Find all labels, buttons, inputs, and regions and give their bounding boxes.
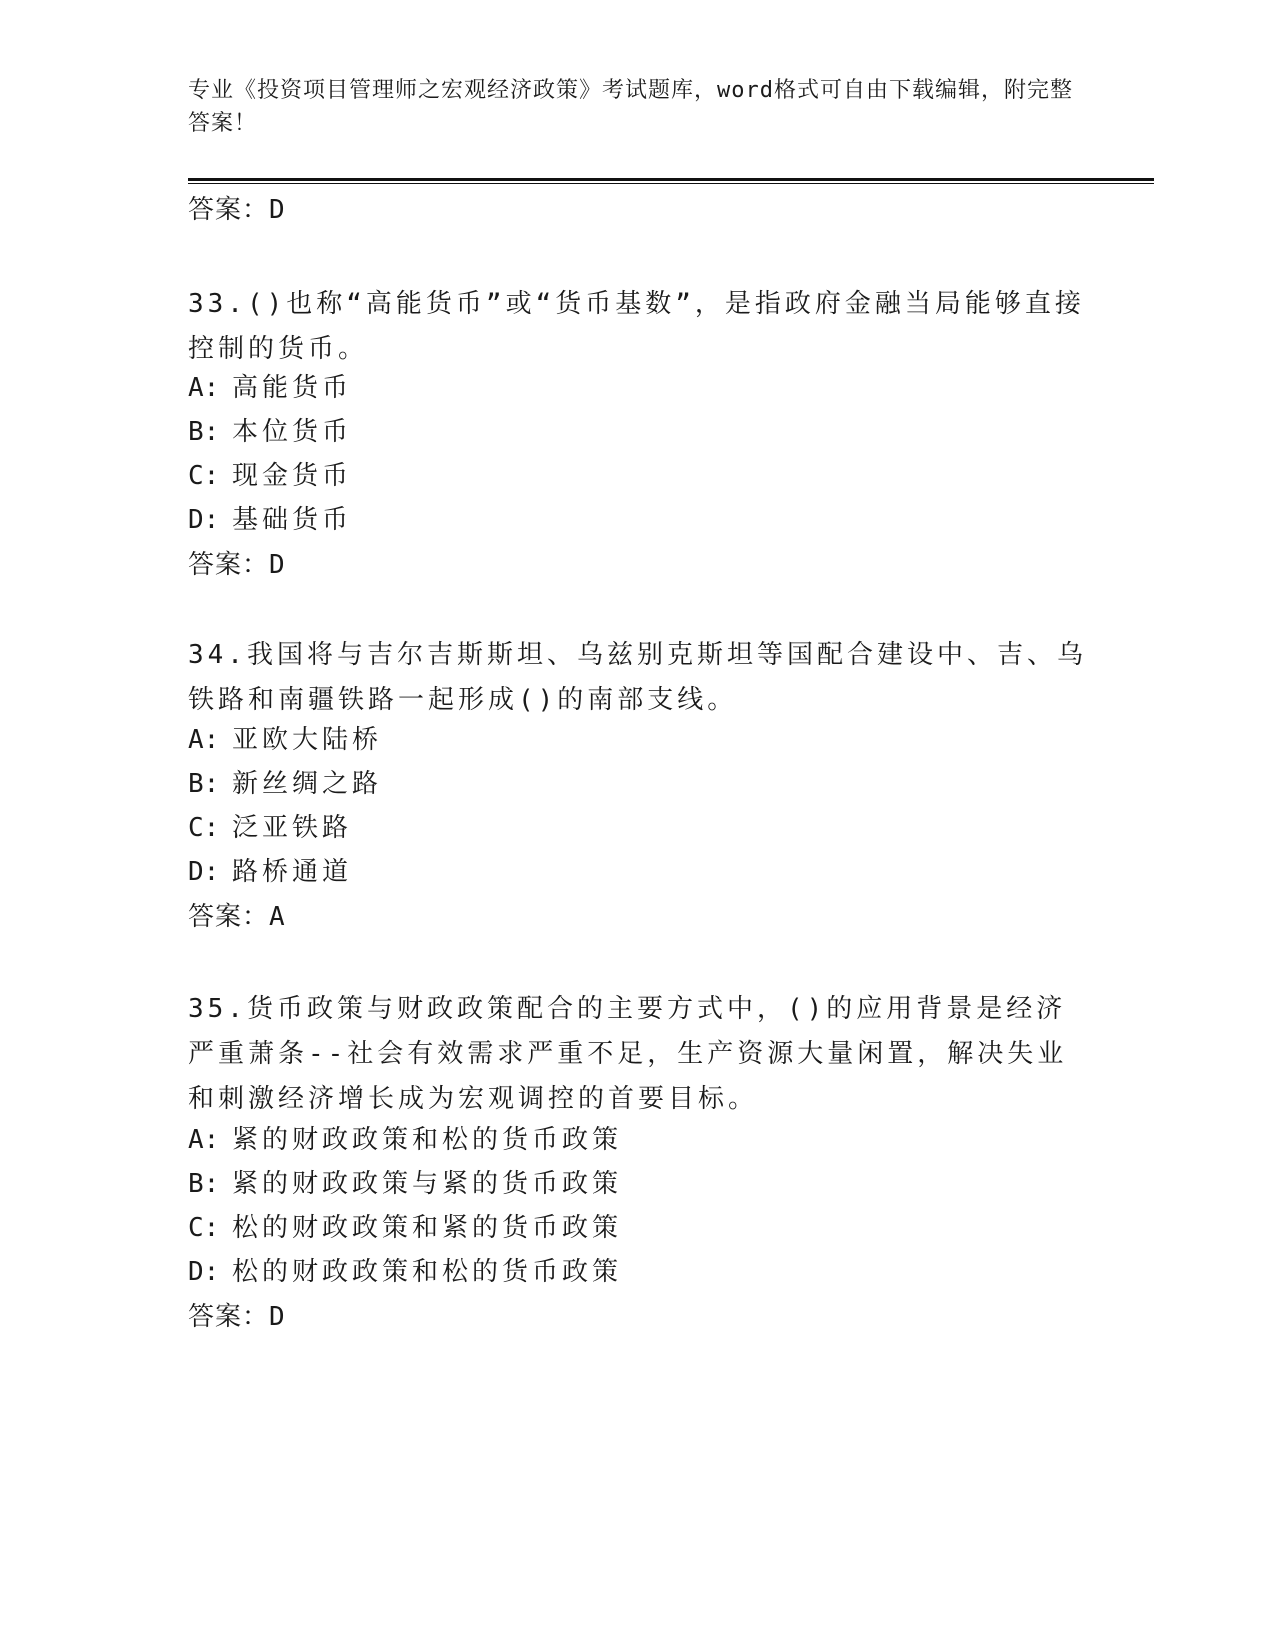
option-text: 泛亚铁路 bbox=[232, 813, 353, 843]
option-letter: B: bbox=[188, 769, 220, 799]
option-letter: C: bbox=[188, 813, 220, 843]
answer-value: D bbox=[269, 550, 286, 580]
answer-value: D bbox=[269, 195, 286, 225]
option-text: 松的财政政策和松的货币政策 bbox=[232, 1257, 623, 1287]
option-a bbox=[188, 723, 382, 757]
option-text: 紧的财政政策与紧的货币政策 bbox=[232, 1169, 623, 1199]
option-a bbox=[188, 1123, 622, 1157]
option-text: 路桥通道 bbox=[232, 857, 353, 887]
option-letter: B: bbox=[188, 417, 220, 447]
answer-label: 答案： bbox=[188, 902, 270, 932]
option-letter: D: bbox=[188, 857, 220, 887]
option-letter: C: bbox=[188, 461, 220, 491]
answer-label: 答案： bbox=[188, 195, 270, 225]
option-c bbox=[188, 811, 352, 845]
answer-line bbox=[188, 193, 286, 227]
header-divider-thin bbox=[188, 183, 1154, 184]
option-b bbox=[188, 767, 382, 801]
document-header: 专业《投资项目管理师之宏观经济政策》考试题库，word格式可自由下载编辑，附完整答案！ bbox=[188, 78, 1073, 136]
option-text: 亚欧大陆桥 bbox=[232, 725, 383, 755]
question-text: 34.我国将与吉尔吉斯斯坦、乌兹别克斯坦等国配合建设中、吉、乌铁路和南疆铁路一起形成()的南部支线。 bbox=[188, 640, 1087, 715]
option-text: 松的财政政策和紧的货币政策 bbox=[232, 1213, 623, 1243]
option-text: 紧的财政政策和松的货币政策 bbox=[232, 1125, 623, 1155]
option-c bbox=[188, 1211, 622, 1245]
option-letter: A: bbox=[188, 373, 220, 403]
option-text: 现金货币 bbox=[232, 461, 353, 491]
answer-line bbox=[188, 900, 286, 934]
option-d bbox=[188, 855, 352, 889]
option-text: 新丝绸之路 bbox=[232, 769, 383, 799]
option-text: 高能货币 bbox=[232, 373, 353, 403]
answer-value: A bbox=[269, 902, 286, 932]
answer-label: 答案： bbox=[188, 550, 270, 580]
option-letter: D: bbox=[188, 1257, 220, 1287]
question-text: 35.货币政策与财政政策配合的主要方式中，()的应用背景是经济严重萧条--社会有效需求严重不足，生产资源大量闲置，解决失业和刺激经济增长成为宏观调控的首要目标。 bbox=[188, 994, 1068, 1114]
option-letter: A: bbox=[188, 1125, 220, 1155]
option-a bbox=[188, 371, 352, 405]
answer-value: D bbox=[269, 1302, 286, 1332]
option-letter: C: bbox=[188, 1213, 220, 1243]
option-d bbox=[188, 1255, 622, 1289]
answer-line bbox=[188, 1300, 286, 1334]
header-divider bbox=[188, 178, 1154, 181]
option-c bbox=[188, 459, 352, 493]
option-text: 本位货币 bbox=[232, 417, 353, 447]
option-letter: A: bbox=[188, 725, 220, 755]
option-b bbox=[188, 1167, 622, 1201]
option-letter: B: bbox=[188, 1169, 220, 1199]
answer-line bbox=[188, 548, 286, 582]
option-b bbox=[188, 415, 352, 449]
question-text: 33.()也称“高能货币”或“货币基数”，是指政府金融当局能够直接控制的货币。 bbox=[188, 289, 1085, 364]
option-d bbox=[188, 503, 352, 537]
option-letter: D: bbox=[188, 505, 220, 535]
answer-label: 答案： bbox=[188, 1302, 270, 1332]
option-text: 基础货币 bbox=[232, 505, 353, 535]
